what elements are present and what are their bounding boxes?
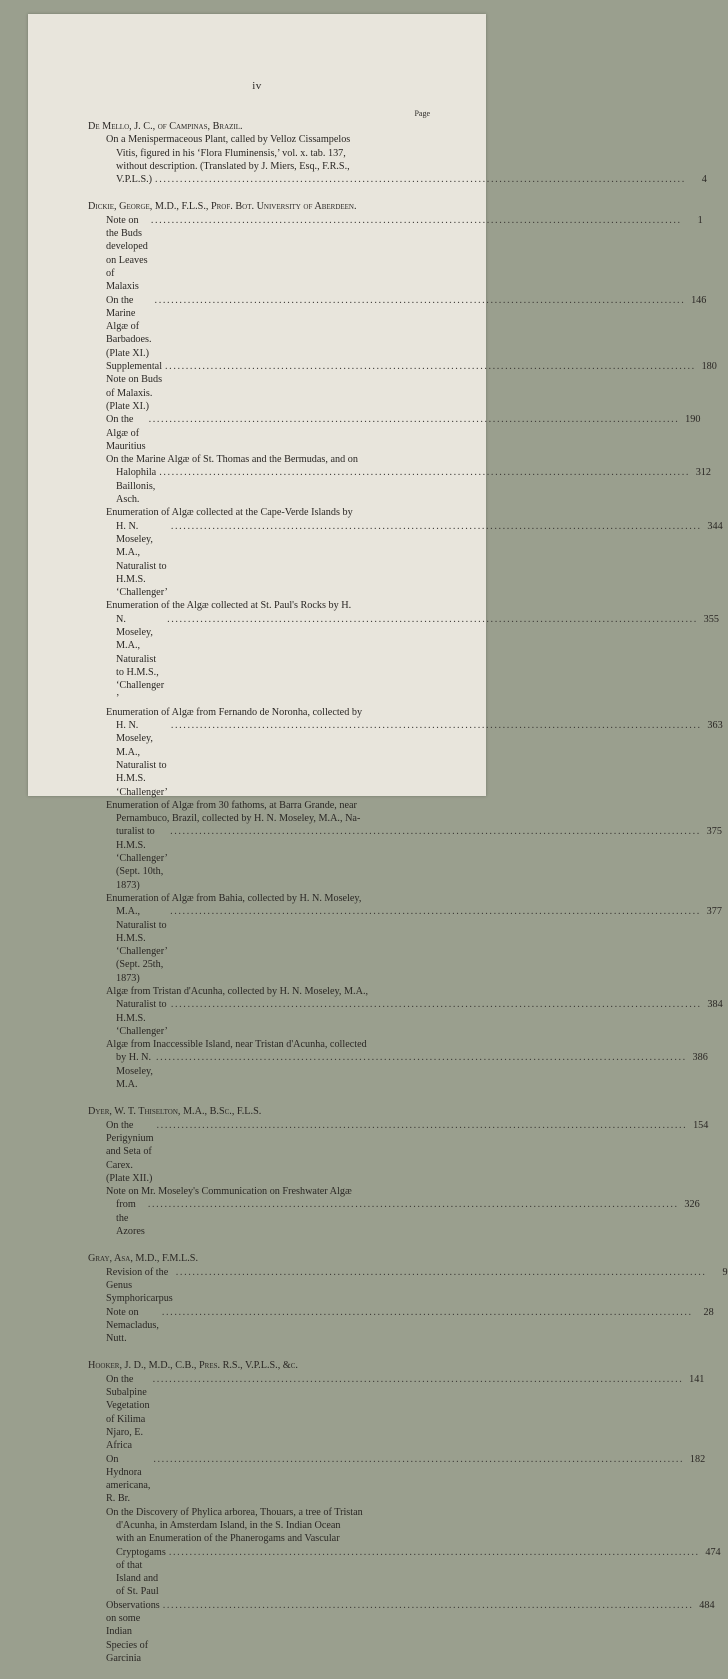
author-heading: Hooker, J. D., M.D., C.B., Pres. R.S., V.P.L.S., &c. — [88, 1360, 298, 1372]
author-heading: Gray, Asa, M.D., F.M.L.S. — [88, 1253, 199, 1265]
item-text-line: Enumeration of the Algæ collected at St. Paul's Rocks by H. — [106, 600, 352, 612]
index-item — [88, 453, 711, 506]
item-text-line: On the Algæ of Mauritius — [106, 414, 146, 452]
dot-leader — [170, 905, 701, 918]
item-text-line: Naturalist to H.M.S. ‘Challenger’ — [116, 999, 168, 1037]
item-text-line: Note on Nemacladus, Nutt. — [106, 1306, 159, 1345]
author-heading: De Mello, J. C., of Campinas, Brazil. — [88, 121, 243, 132]
index-item — [88, 214, 703, 294]
item-text-line: Algæ from Tristan d'Acunha, collected by H. N. Moseley, M.A., — [106, 986, 369, 997]
item-text-line: Enumeration of Algæ from Bahia, collected by H. N. Moseley, — [106, 892, 362, 904]
index-item — [88, 506, 723, 599]
author-entry — [88, 1252, 728, 1345]
item-text-line: turalist to H.M.S. ‘Challenger’ (Sept. 10th, 1873) — [116, 826, 168, 891]
index-content — [88, 120, 728, 1679]
dot-leader — [157, 1119, 688, 1132]
dot-leader — [165, 360, 696, 373]
dot-leader — [163, 1599, 694, 1612]
index-item — [88, 985, 723, 1038]
page-number: 4 — [701, 174, 707, 186]
item-text-line: Vitis, figured in his ‘Flora Fluminensis,’ vol. x. tab. 137, — [116, 147, 346, 159]
index-item — [88, 599, 719, 705]
dot-leader — [153, 1453, 684, 1466]
index-item — [88, 1119, 709, 1185]
document-page — [28, 14, 728, 1664]
index-item — [88, 1599, 715, 1665]
page-number: 375 — [706, 826, 722, 838]
page-number: 474 — [705, 1546, 721, 1558]
index-item — [88, 1038, 708, 1091]
dot-leader — [171, 719, 702, 732]
page-number: 182 — [689, 1453, 706, 1465]
dot-leader — [169, 1546, 700, 1559]
item-text-line: H. N. Moseley, M.A., Naturalist to H.M.S. ‘Challenger’ — [116, 720, 168, 798]
dot-leader — [171, 998, 702, 1011]
page-number: 1 — [697, 214, 703, 226]
item-text-line: Note on the Buds developed on Leaves of Malaxis — [106, 214, 148, 293]
index-item — [88, 133, 707, 186]
index-item — [88, 1453, 706, 1506]
index-item — [88, 706, 723, 799]
dot-leader — [155, 294, 686, 307]
index-item — [88, 799, 722, 892]
dot-leader — [148, 1198, 679, 1211]
index-item — [88, 1373, 705, 1453]
item-text-line: M.A., Naturalist to H.M.S. ‘Challenger’ (Sept. 25th, 1873) — [116, 906, 168, 984]
index-item — [88, 1306, 714, 1346]
page-number: 484 — [699, 1599, 715, 1611]
page-number: 363 — [707, 720, 723, 732]
author-entry — [88, 1359, 721, 1665]
item-text-line: On the Discovery of Phylica arborea, Thouars, a tree of Tristan — [106, 1506, 363, 1518]
page-number: 386 — [692, 1052, 708, 1064]
page-number: 180 — [701, 361, 717, 373]
author-heading: Dyer, W. T. Thiselton, M.A., B.Sc., F.L.S. — [88, 1106, 262, 1118]
item-text-line: Enumeration of Algæ from Fernando de Noronha, collected by — [106, 706, 363, 718]
dot-leader — [156, 1051, 687, 1064]
author-heading: Dickie, George, M.D., F.L.S., Prof. Bot. University of Aberdeen. — [88, 201, 357, 213]
page-number: 377 — [706, 906, 722, 918]
author-entry — [88, 1105, 709, 1238]
dot-leader — [153, 1373, 684, 1386]
item-text-line: On the Subalpine Vegetation of Kilima Njaro, E. Africa — [106, 1373, 150, 1452]
roman-page-number: iv — [252, 80, 262, 92]
item-text-line: On the Marine Algæ of St. Thomas and the Bermudas, and on — [106, 454, 358, 466]
item-text-line: with an Enumeration of the Phanerogams and Vascular — [116, 1533, 340, 1545]
item-text-line: from the Azores — [116, 1199, 145, 1238]
page-number: 146 — [691, 294, 707, 306]
dot-leader — [162, 1306, 693, 1319]
index-item — [88, 1506, 721, 1599]
index-item — [88, 413, 701, 453]
index-item — [88, 1185, 700, 1238]
index-item — [88, 892, 722, 985]
item-text-line: Enumeration of Algæ from 30 fathoms, at Barra Grande, near — [106, 799, 357, 811]
item-text-line: On a Menispermaceous Plant, called by Velloz Cissampelos — [106, 134, 351, 146]
item-text-line: Algæ from Inaccessible Island, near Tristan d'Acunha, collected — [106, 1039, 367, 1051]
item-text-line: Halophila Baillonis, Asch. — [116, 467, 157, 506]
item-text-line: N. Moseley, M.A., Naturalist to H.M.S., ‘Challenger ’ — [116, 613, 165, 705]
index-item — [88, 1266, 728, 1306]
item-text-line: d'Acunha, in Amsterdam Island, in the S. Indian Ocean — [116, 1519, 341, 1531]
item-text-line: Enumeration of Algæ collected at the Cape-Verde Islands by — [106, 507, 353, 519]
page-number: 312 — [695, 467, 711, 479]
item-text-line: Observations on some Indian Species of Garcinia — [106, 1599, 160, 1664]
item-text-line: Pernambuco, Brazil, collected by H. N. Moseley, M.A., Na- — [116, 813, 361, 825]
page-number: 344 — [707, 520, 723, 532]
item-text-line: H. N. Moseley, M.A., Naturalist to H.M.S. ‘Challenger’ — [116, 520, 168, 599]
page-number: 154 — [693, 1119, 709, 1131]
dot-leader — [151, 214, 682, 227]
index-item — [88, 294, 707, 360]
item-text-line: without description. (Translated by J. Miers, Esq., F.R.S., — [116, 160, 350, 172]
item-text-line: On the Perigynium and Seta of Carex. (Plate XII.) — [106, 1119, 154, 1184]
dot-leader — [167, 613, 698, 626]
page-number: 355 — [703, 613, 719, 625]
item-text-line: Revision of the Genus Symphoricarpus — [106, 1266, 173, 1305]
item-text-line: V.P.L.S.) — [116, 174, 153, 186]
index-item — [88, 360, 717, 413]
dot-leader — [170, 825, 701, 838]
dot-leader — [149, 413, 680, 426]
item-text-line: On Hydnora americana, R. Br. — [106, 1453, 151, 1505]
page-column-label: Page — [414, 109, 430, 118]
page-number: 326 — [684, 1199, 700, 1211]
page-number: 9 — [722, 1266, 728, 1278]
dot-leader — [155, 173, 686, 186]
dot-leader — [171, 520, 702, 533]
item-text-line: by H. N. Moseley, M.A. — [116, 1052, 153, 1091]
page-number: 190 — [685, 414, 701, 426]
page-number: 384 — [707, 999, 723, 1011]
page-number: 141 — [689, 1373, 705, 1385]
author-entry — [88, 120, 707, 186]
author-entry — [88, 200, 723, 1091]
page-number: 28 — [703, 1306, 714, 1318]
dot-leader — [176, 1266, 707, 1279]
item-text-line: Note on Mr. Moseley's Communication on Freshwater Algæ — [106, 1186, 352, 1198]
dot-leader — [159, 466, 690, 479]
item-text-line: On the Marine Algæ of Barbadoes. (Plate XI.) — [106, 294, 152, 359]
item-text-line: Supplemental Note on Buds of Malaxis. (Plate XI.) — [106, 361, 163, 412]
item-text-line: Cryptogams of that Island and of St. Paul — [116, 1546, 166, 1598]
